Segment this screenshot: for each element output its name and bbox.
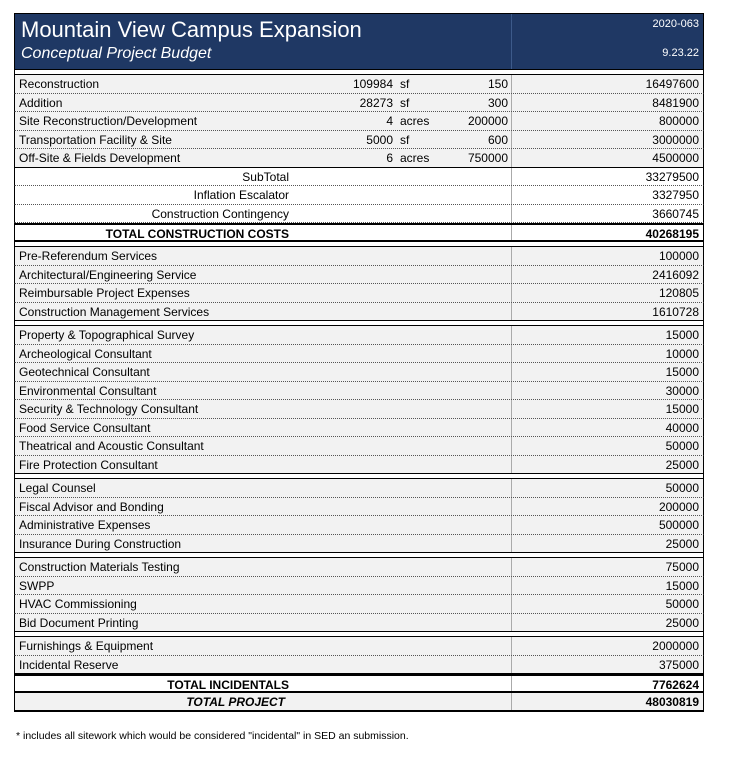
row-unit: sf [400,132,410,147]
row-amount: 50000 [665,597,699,611]
row-amount: 8481900 [652,95,699,110]
legal-admin-group [14,479,704,553]
budget-date: 9.23.22 [662,47,699,59]
table-row [14,326,704,345]
row-label: Inflation Escalator [193,188,289,202]
row-amount: 800000 [658,114,699,128]
row-amount: 16497600 [645,77,699,91]
table-row [14,345,704,364]
row-rate: 750000 [467,151,508,165]
row-amount: 25000 [665,536,699,551]
row-label: Pre-Referendum Services [19,249,158,263]
row-label: TOTAL INCIDENTALS [167,678,289,692]
row-quantity: 109984 [352,77,393,91]
row-quantity: 28273 [359,95,393,110]
row-quantity: 5000 [366,132,393,147]
row-amount: 15000 [665,365,699,379]
row-label: Construction Materials Testing [19,560,180,574]
row-amount: 7762624 [652,678,699,692]
row-amount: 15000 [665,328,699,342]
row-rate: 200000 [467,114,508,128]
sheet-header [14,13,704,70]
row-amount: 10000 [665,346,699,361]
subtotal-row [14,186,704,205]
row-amount: 4500000 [652,151,699,165]
row-unit: acres [400,151,430,165]
row-amount: 100000 [658,249,699,263]
row-label: Insurance During Construction [19,536,182,551]
row-label: TOTAL CONSTRUCTION COSTS [105,227,289,241]
page-title: Mountain View Campus Expansion [21,17,362,42]
row-amount: 50000 [665,481,699,495]
row-amount: 33279500 [645,169,699,184]
row-label: TOTAL PROJECT [186,695,285,709]
row-label: HVAC Commissioning [19,597,137,611]
row-amount: 48030819 [645,695,699,709]
row-amount: 75000 [665,560,699,574]
soft-costs-group [14,247,704,321]
row-label: Fiscal Advisor and Bonding [19,499,164,514]
row-label: Security & Technology Consultant [19,402,199,416]
row-label: Reconstruction [19,77,100,91]
table-row [14,498,704,517]
table-row [14,382,704,401]
row-label: SubTotal [242,169,289,184]
row-label: Archeological Consultant [19,346,152,361]
table-row [14,112,704,131]
row-label: Construction Contingency [151,206,289,221]
table-row [14,363,704,382]
row-label: Architectural/Engineering Service [19,267,197,282]
row-label: Off-Site & Fields Development [19,151,181,165]
table-row [14,437,704,456]
row-amount: 50000 [665,439,699,453]
row-amount: 2416092 [652,267,699,282]
total-project-row [14,693,704,712]
row-amount: 500000 [658,518,699,532]
row-label: Site Reconstruction/Development [19,114,198,128]
testing-group [14,558,704,632]
row-amount: 120805 [658,286,699,300]
row-label: Food Service Consultant [19,420,151,435]
row-label: Reimbursable Project Expenses [19,286,190,300]
table-row [14,456,704,475]
total-incidentals-row [14,674,704,693]
row-amount: 30000 [665,383,699,398]
row-rate: 150 [487,77,508,91]
row-label: Theatrical and Acoustic Consultant [19,439,204,453]
footnote: * includes all sitework which would be considered "incidental" in SED an submission. [16,730,409,742]
construction-section [14,75,704,242]
table-row [14,419,704,438]
row-quantity: 6 [386,151,393,165]
row-amount: 3660745 [652,206,699,221]
table-row [14,266,704,285]
row-amount: 375000 [658,657,699,672]
row-label: Incidental Reserve [19,657,119,672]
table-row [14,656,704,675]
table-row [14,479,704,498]
page-subtitle: Conceptual Project Budget [21,45,212,62]
row-unit: sf [400,77,410,91]
row-unit: acres [400,114,430,128]
row-label: Transportation Facility & Site [19,132,172,147]
table-row [14,75,704,94]
table-row [14,247,704,266]
row-label: SWPP [19,578,55,593]
table-row [14,614,704,633]
row-amount: 40268195 [645,227,699,241]
table-row [14,595,704,614]
subtotal-row [14,168,704,187]
row-label: Property & Topographical Survey [19,328,195,342]
row-amount: 25000 [665,457,699,472]
table-row [14,149,704,168]
row-amount: 2000000 [652,639,699,653]
row-amount: 25000 [665,615,699,630]
consultants-group [14,326,704,474]
subtotal-row [14,205,704,224]
row-unit: sf [400,95,410,110]
row-label: Furnishings & Equipment [19,639,154,653]
row-label: Addition [19,95,63,110]
row-amount: 15000 [665,402,699,416]
row-label: Environmental Consultant [19,383,157,398]
row-amount: 200000 [658,499,699,514]
budget-sheet [14,13,704,712]
row-amount: 3327950 [652,188,699,202]
row-rate: 300 [487,95,508,110]
furnishings-group [14,637,704,674]
table-row [14,400,704,419]
row-label: Geotechnical Consultant [19,365,150,379]
row-label: Fire Protection Consultant [19,457,158,472]
row-amount: 1610728 [652,304,699,319]
row-quantity: 4 [386,114,393,128]
row-label: Administrative Expenses [19,518,151,532]
row-amount: 3000000 [652,132,699,147]
table-row [14,558,704,577]
table-row [14,303,704,322]
table-row [14,637,704,656]
table-row [14,577,704,596]
table-row [14,535,704,554]
table-row [14,131,704,150]
table-row [14,516,704,535]
table-row [14,284,704,303]
row-amount: 40000 [665,420,699,435]
row-amount: 15000 [665,578,699,593]
row-label: Bid Document Printing [19,615,139,630]
total-construction-row [14,223,704,242]
row-label: Construction Management Services [19,304,210,319]
row-rate: 600 [487,132,508,147]
table-row [14,94,704,113]
row-label: Legal Counsel [19,481,96,495]
project-number: 2020-063 [652,18,699,30]
